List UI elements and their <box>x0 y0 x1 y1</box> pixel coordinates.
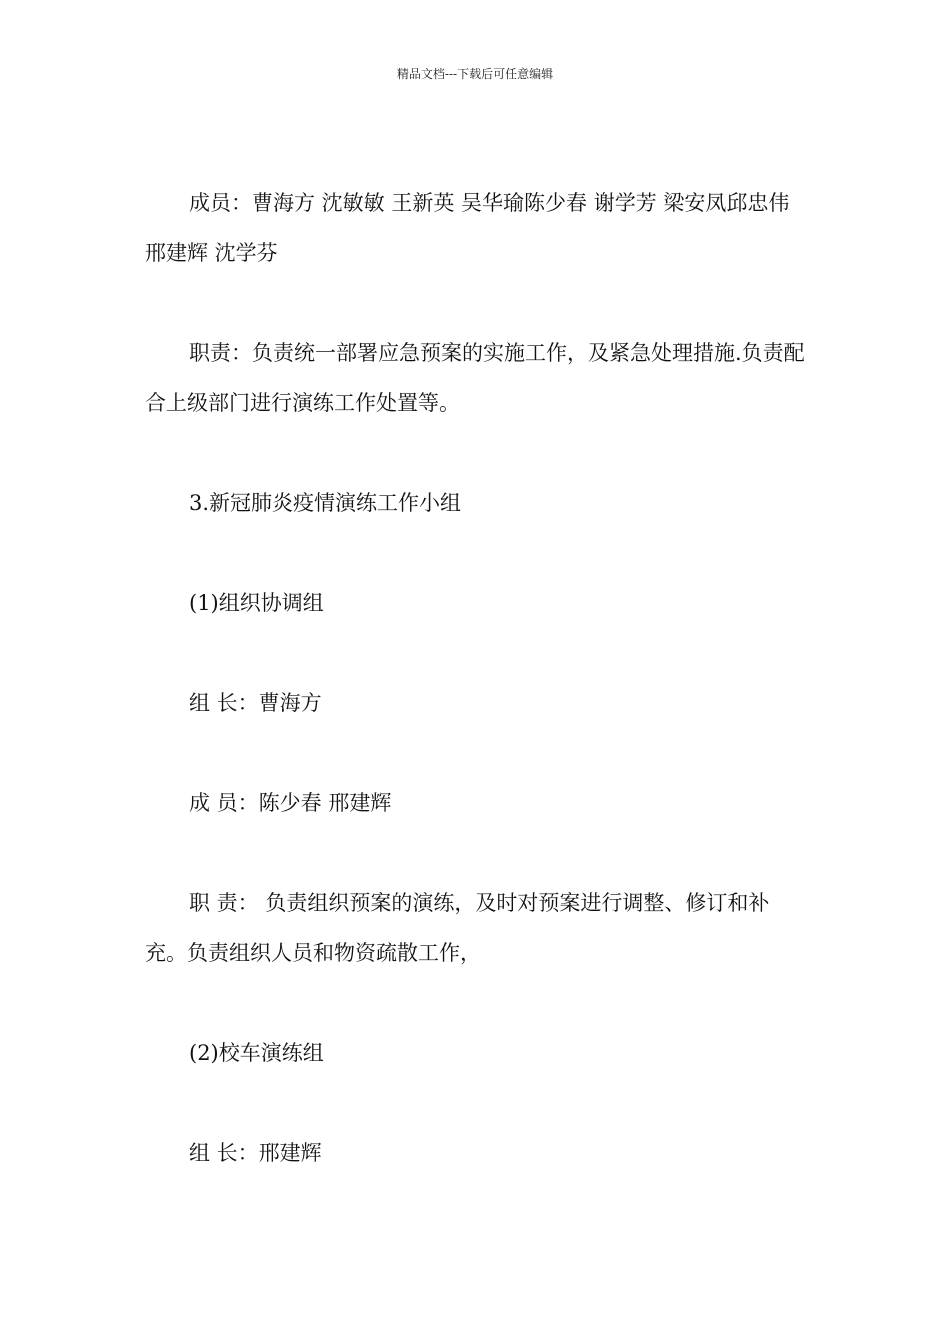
group-members-line: 成 员：陈少春 邢建辉 <box>189 791 392 815</box>
paragraph-spacer <box>145 278 810 328</box>
duties-paragraph: 职责：负责统一部署应急预案的实施工作，及紧急处理措施.负责配合上级部门进行演练工作处置等。 <box>145 341 805 415</box>
page-header: 精品文档---下载后可任意编辑 <box>396 67 554 81</box>
paragraph-spacer <box>145 828 810 878</box>
group-duties-paragraph: 职 责： 负责组织预案的演练，及时对预案进行调整、修订和补充。负责组织人员和物资疏散工作， <box>145 891 770 965</box>
document-body <box>145 178 810 1178</box>
paragraph-spacer <box>145 428 810 478</box>
group-leader-line: 组 长：邢建辉 <box>189 1141 322 1165</box>
paragraph-spacer <box>145 528 810 578</box>
paragraph-spacer <box>145 628 810 678</box>
subsection-heading: (2)校车演练组 <box>189 1041 324 1065</box>
group-leader-line: 组 长：曹海方 <box>189 691 322 715</box>
paragraph-spacer <box>145 978 810 1028</box>
paragraph-spacer <box>145 728 810 778</box>
subsection-heading: (1)组织协调组 <box>189 591 324 615</box>
members-paragraph: 成员：曹海方 沈敏敏 王新英 吴华瑜陈少春 谢学芳 梁安凤邱忠伟 邢建辉 沈学芬 <box>145 191 790 265</box>
paragraph-spacer <box>145 1078 810 1128</box>
section-heading: 3.新冠肺炎疫情演练工作小组 <box>189 491 462 515</box>
